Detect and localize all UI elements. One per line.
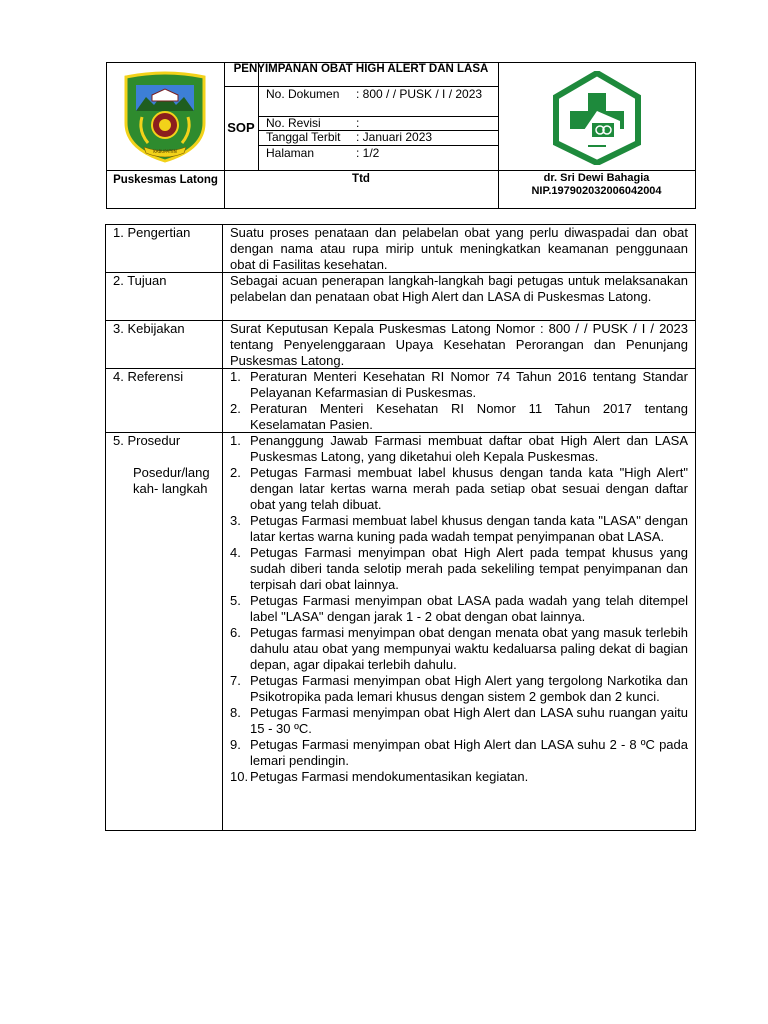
meta-label-revision: No. Revisi <box>266 116 321 130</box>
step-text: Petugas Farmasi mendokumentasikan kegiatan. <box>250 769 529 784</box>
meta-label-issue-date: Tanggal Terbit <box>266 130 341 144</box>
reference-item-text: Peraturan Menteri Kesehatan RI Nomor 74 Tahun 2016 tentang Standar Pelayanan Kefarmasian di Puskesmas. <box>250 369 688 400</box>
step-text: Petugas Farmasi menyimpan obat LASA pada wadah yang telah ditempel label "LASA" dengan jarak 1 - 2 obat dengan obat lainnya. <box>250 593 688 624</box>
procedure-table <box>105 224 696 831</box>
list-item: 2. Peraturan Menteri Kesehatan RI Nomor 11 Tahun 2017 tentang Keselamatan Pasien. <box>230 401 688 432</box>
step-text: Petugas Farmasi menyimpan obat High Alert dan LASA suhu ruangan yaitu 15 - 30 ºC. <box>250 705 688 736</box>
step-text: Petugas Farmasi membuat label khusus dengan tanda kata "LASA" dengan latar kertas warna kuning pada wadah tempat penyimpanan obat LASA. <box>250 513 688 544</box>
reference-list <box>230 369 688 433</box>
document-title: PENYIMPANAN OBAT HIGH ALERT DAN LASA <box>233 63 489 75</box>
section-text-policy: Surat Keputusan Kepala Puskesmas Latong Nomor : 800 / / PUSK / I / 2023 tentang Penyelenggaraan Upaya Kesehatan Perorangan dan Penunjang Puskesmas Latong. <box>230 321 688 368</box>
section-label-definition: 1. Pengertian <box>113 225 191 240</box>
list-item: 1. Penanggung Jawab Farmasi membuat daftar obat High Alert dan LASA Puskesmas Latong, yang diketahui oleh Kepala Puskesmas. <box>230 433 688 464</box>
header-table <box>106 62 696 209</box>
meta-value-document-number: : 800 / / PUSK / I / 2023 <box>356 87 483 101</box>
list-item: 3. Petugas Farmasi membuat label khusus dengan tanda kata "LASA" dengan latar kertas warna kuning pada wadah tempat penyimpanan obat LASA. <box>230 513 688 544</box>
section-label-policy: 3. Kebijakan <box>113 321 185 336</box>
section-sublabel-procedure: Posedur/lang kah- langkah <box>133 465 210 496</box>
signature-label: Ttd <box>352 173 370 185</box>
step-text: Penanggung Jawab Farmasi membuat daftar obat High Alert dan LASA Puskesmas Latong, yang diketahui oleh Kepala Puskesmas. <box>250 433 688 464</box>
list-item: 1. Peraturan Menteri Kesehatan RI Nomor 74 Tahun 2016 tentang Standar Pelayanan Kefarmasian di Puskesmas. <box>230 369 688 400</box>
org-name: Puskesmas Latong <box>113 174 218 186</box>
step-text: Petugas Farmasi menyimpan obat High Alert dan LASA suhu 2 - 8 ºC pada lemari pendingin. <box>250 737 688 768</box>
signer-nip: NIP.197902032006042004 <box>531 185 662 197</box>
list-item: 4. Petugas Farmasi menyimpan obat High Alert pada tempat khusus yang sudah diberi tanda selotip merah pada sekeliling tempat penyimpanan dan terpisah dari obat lainnya. <box>230 545 688 592</box>
emblem-banner-text: KABUPATEN <box>153 149 177 154</box>
step-text: Petugas Farmasi menyimpan obat High Alert yang tergolong Narkotika dan Psikotropika pada lemari khusus dengan sistem 2 gembok dan 2 kunci. <box>250 673 688 704</box>
meta-value-issue-date: : Januari 2023 <box>356 130 433 144</box>
meta-value-page: : 1/2 <box>356 146 380 160</box>
meta-label-document-number: No. Dokumen <box>266 87 340 101</box>
section-label-procedure: 5. Prosedur <box>113 433 181 448</box>
regency-emblem-logo <box>122 71 208 163</box>
step-text: Petugas Farmasi membuat label khusus dengan tanda kata "High Alert" dengan latar kertas warna merah pada setiap obat sesuai dengan daftar obat yang telah dibuat. <box>250 465 688 512</box>
meta-value-revision: : <box>356 116 360 130</box>
divider <box>107 170 695 171</box>
section-label-purpose: 2. Tujuan <box>113 273 167 288</box>
sop-label: SOP <box>227 120 255 135</box>
step-text: Petugas farmasi menyimpan obat dengan menata obat yang masuk terlebih dahulu atau obat yang mempunyai waktu kedaluarsa paling dekat di bagian depan, agar dipakai terlebih dahulu. <box>250 625 688 672</box>
procedure-steps <box>230 433 688 785</box>
section-text-definition: Suatu proses penataan dan pelabelan obat yang perlu diwaspadai dan obat dengan nama atau rupa mirip untuk meningkatkan keamanan penggunaan obat di Fasilitas kesehatan. <box>230 225 688 272</box>
meta-label-page: Halaman <box>266 146 315 160</box>
signer-name: dr. Sri Dewi Bahagia <box>543 172 650 184</box>
reference-item-text: Peraturan Menteri Kesehatan RI Nomor 11 Tahun 2017 tentang Keselamatan Pasien. <box>250 401 688 432</box>
puskesmas-logo <box>552 71 642 165</box>
list-item: 6. Petugas farmasi menyimpan obat dengan menata obat yang masuk terlebih dahulu atau obat yang mempunyai waktu kedaluarsa paling dekat di bagian depan, agar dipakai terlebih dahulu. <box>230 625 688 672</box>
section-text-purpose: Sebagai acuan penerapan langkah-langkah bagi petugas untuk melaksanakan pelabelan dan penataan obat High Alert dan LASA di Puskesmas Latong. <box>230 273 688 304</box>
list-item: 2. Petugas Farmasi membuat label khusus dengan tanda kata "High Alert" dengan latar kertas warna merah pada setiap obat sesuai dengan daftar obat yang telah dibuat. <box>230 465 688 512</box>
section-label-reference: 4. Referensi <box>113 369 184 384</box>
list-item: 8. Petugas Farmasi menyimpan obat High Alert dan LASA suhu ruangan yaitu 15 - 30 ºC. <box>230 705 688 736</box>
divider <box>222 225 223 830</box>
list-item: 5. Petugas Farmasi menyimpan obat LASA pada wadah yang telah ditempel label "LASA" dengan jarak 1 - 2 obat dengan obat lainnya. <box>230 593 688 624</box>
list-item: 10. Petugas Farmasi mendokumentasikan kegiatan. <box>230 769 688 785</box>
step-text: Petugas Farmasi menyimpan obat High Alert pada tempat khusus yang sudah diberi tanda selotip merah pada sekeliling tempat penyimpanan dan terpisah dari obat lainnya. <box>250 545 688 592</box>
list-item: 9. Petugas Farmasi menyimpan obat High Alert dan LASA suhu 2 - 8 ºC pada lemari pendingin. <box>230 737 688 768</box>
list-item: 7. Petugas Farmasi menyimpan obat High Alert yang tergolong Narkotika dan Psikotropika pada lemari khusus dengan sistem 2 gembok dan 2 kunci. <box>230 673 688 704</box>
